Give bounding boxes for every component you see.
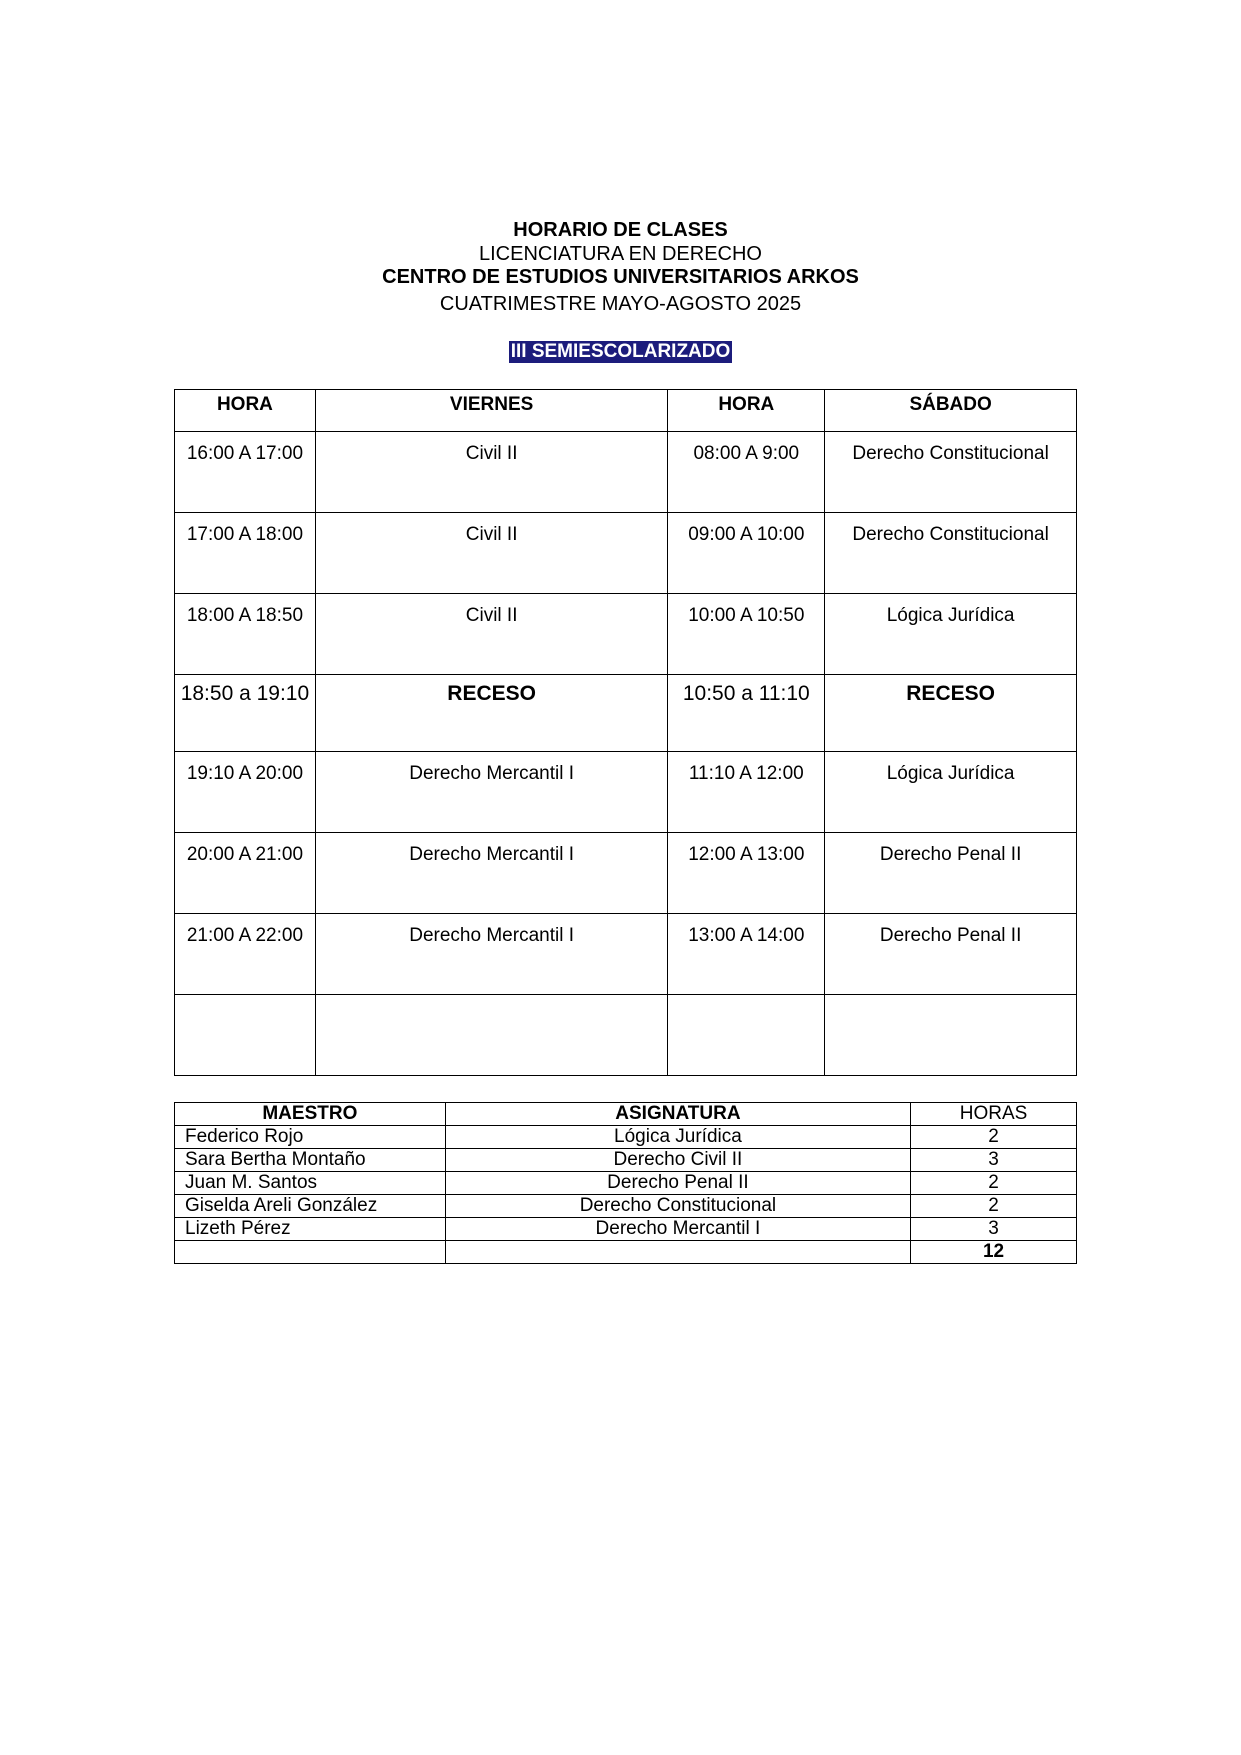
hours-cell: 2 bbox=[911, 1195, 1077, 1218]
friday-time-cell: 20:00 A 21:00 bbox=[175, 833, 316, 914]
table-row bbox=[175, 833, 1077, 914]
recess-row bbox=[175, 675, 1077, 752]
column-header-teacher: MAESTRO bbox=[175, 1103, 446, 1126]
teacher-cell: Federico Rojo bbox=[175, 1126, 446, 1149]
saturday-class-cell bbox=[825, 995, 1077, 1076]
friday-class-cell: Civil II bbox=[315, 594, 668, 675]
friday-time-cell: 21:00 A 22:00 bbox=[175, 914, 316, 995]
friday-time-cell bbox=[175, 995, 316, 1076]
saturday-time-cell: 10:00 A 10:50 bbox=[668, 594, 825, 675]
table-row bbox=[175, 752, 1077, 833]
program-name: LICENCIATURA EN DERECHO bbox=[478, 243, 762, 265]
friday-class-cell: Civil II bbox=[315, 513, 668, 594]
hours-cell: 2 bbox=[911, 1172, 1077, 1195]
table-row bbox=[175, 1172, 1077, 1195]
saturday-recess-time-cell: 10:50 a 11:10 bbox=[668, 675, 825, 752]
table-row bbox=[175, 1218, 1077, 1241]
teacher-cell: Sara Bertha Montaño bbox=[175, 1149, 446, 1172]
saturday-class-cell: Derecho Penal II bbox=[825, 914, 1077, 995]
column-header-saturday: SÁBADO bbox=[825, 390, 1077, 432]
saturday-time-cell bbox=[668, 995, 825, 1076]
teachers-header-row bbox=[175, 1103, 1077, 1126]
column-header-saturday-hour: HORA bbox=[668, 390, 825, 432]
saturday-class-cell: Lógica Jurídica bbox=[825, 752, 1077, 833]
subject-cell: Derecho Civil II bbox=[445, 1149, 910, 1172]
saturday-class-cell: Lógica Jurídica bbox=[825, 594, 1077, 675]
table-row bbox=[175, 1149, 1077, 1172]
empty-table-row bbox=[175, 995, 1077, 1076]
friday-class-cell: Derecho Mercantil I bbox=[315, 752, 668, 833]
empty-cell bbox=[445, 1241, 910, 1264]
hours-cell: 2 bbox=[911, 1126, 1077, 1149]
teachers-table bbox=[174, 1102, 1077, 1264]
teacher-cell: Giselda Areli González bbox=[175, 1195, 446, 1218]
saturday-time-cell: 12:00 A 13:00 bbox=[668, 833, 825, 914]
column-header-friday-hour: HORA bbox=[175, 390, 316, 432]
friday-time-cell: 18:00 A 18:50 bbox=[175, 594, 316, 675]
subject-cell: Derecho Constitucional bbox=[445, 1195, 910, 1218]
friday-class-cell: Derecho Mercantil I bbox=[315, 833, 668, 914]
friday-time-cell: 16:00 A 17:00 bbox=[175, 432, 316, 513]
saturday-time-cell: 09:00 A 10:00 bbox=[668, 513, 825, 594]
saturday-time-cell: 13:00 A 14:00 bbox=[668, 914, 825, 995]
saturday-recess-cell: RECESO bbox=[825, 675, 1077, 752]
friday-class-cell: Derecho Mercantil I bbox=[315, 914, 668, 995]
friday-time-cell: 19:10 A 20:00 bbox=[175, 752, 316, 833]
document-title: HORARIO DE CLASES bbox=[513, 219, 728, 241]
table-row bbox=[175, 594, 1077, 675]
group-badge: III SEMIESCOLARIZADO bbox=[510, 341, 731, 362]
saturday-class-cell: Derecho Constitucional bbox=[825, 432, 1077, 513]
saturday-time-cell: 11:10 A 12:00 bbox=[668, 752, 825, 833]
saturday-time-cell: 08:00 A 9:00 bbox=[668, 432, 825, 513]
teacher-cell: Juan M. Santos bbox=[175, 1172, 446, 1195]
friday-class-cell: Civil II bbox=[315, 432, 668, 513]
teacher-cell: Lizeth Pérez bbox=[175, 1218, 446, 1241]
friday-class-cell bbox=[315, 995, 668, 1076]
subject-cell: Derecho Mercantil I bbox=[445, 1218, 910, 1241]
class-schedule-table bbox=[174, 389, 1077, 1076]
column-header-subject: ASIGNATURA bbox=[445, 1103, 910, 1126]
hours-cell: 3 bbox=[911, 1149, 1077, 1172]
friday-recess-cell: RECESO bbox=[315, 675, 668, 752]
friday-recess-time-cell: 18:50 a 19:10 bbox=[175, 675, 316, 752]
column-header-friday: VIERNES bbox=[315, 390, 668, 432]
hours-cell: 3 bbox=[911, 1218, 1077, 1241]
empty-cell bbox=[175, 1241, 446, 1264]
friday-time-cell: 17:00 A 18:00 bbox=[175, 513, 316, 594]
total-row bbox=[175, 1241, 1077, 1264]
institution-name: CENTRO DE ESTUDIOS UNIVERSITARIOS ARKOS bbox=[382, 266, 859, 288]
table-row bbox=[175, 1126, 1077, 1149]
schedule-header-row bbox=[175, 390, 1077, 432]
total-hours-cell: 12 bbox=[911, 1241, 1077, 1264]
subject-cell: Derecho Penal II bbox=[445, 1172, 910, 1195]
saturday-class-cell: Derecho Penal II bbox=[825, 833, 1077, 914]
column-header-hours: HORAS bbox=[911, 1103, 1077, 1126]
saturday-class-cell: Derecho Constitucional bbox=[825, 513, 1077, 594]
group-badge-wrap bbox=[0, 341, 1241, 363]
subject-cell: Lógica Jurídica bbox=[445, 1126, 910, 1149]
table-row bbox=[175, 513, 1077, 594]
term-label: CUATRIMESTRE MAYO-AGOSTO 2025 bbox=[439, 293, 802, 315]
table-row bbox=[175, 1195, 1077, 1218]
table-row bbox=[175, 914, 1077, 995]
table-row bbox=[175, 432, 1077, 513]
